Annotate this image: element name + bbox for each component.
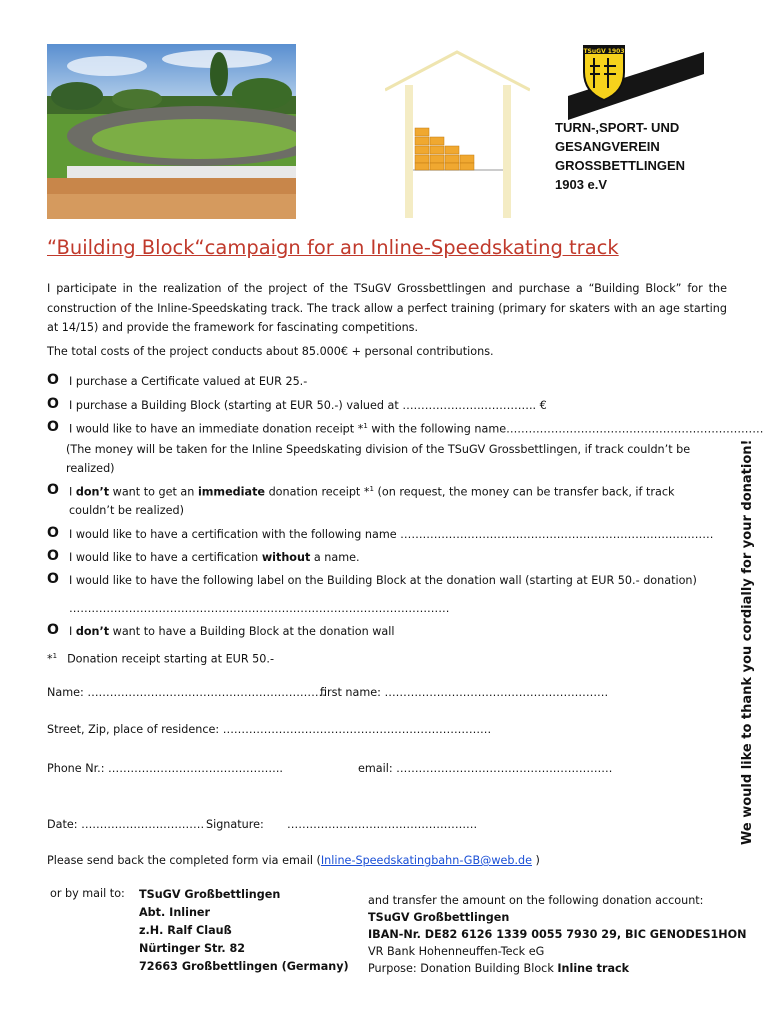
first-name-field[interactable]: first name: ……………………………………………………	[320, 686, 609, 699]
bank-intro: and transfer the amount on the following donation account:	[368, 894, 704, 907]
purpose-text-bold: Inline track	[557, 962, 630, 975]
costs-text: The total costs of the project conducts about 85.000€ + personal contributions.	[47, 345, 494, 358]
club-name-line: GROSSBETTLINGEN	[555, 158, 686, 173]
option-no-wall-block-label	[69, 625, 395, 638]
send-text: Please send back the completed form via email (	[47, 854, 321, 867]
option-note: couldn’t be realized)	[69, 504, 184, 517]
wall-label-input-line[interactable]: …………………………………………………………………………………………	[69, 602, 450, 615]
address-line: Abt. Inliner	[139, 906, 211, 919]
option-note: realized)	[66, 462, 115, 475]
option-text: I would like to have a certification	[69, 551, 262, 564]
logo-text: TSuGV 1903	[583, 48, 625, 55]
signature-label: Signature:	[206, 818, 264, 831]
building-block-illustration	[385, 50, 530, 220]
address-line: Nürtinger Str. 82	[139, 942, 246, 955]
name-field[interactable]: Name: ……………………………………………………….	[47, 686, 326, 699]
bank-details	[368, 892, 747, 977]
club-name-line: GESANGVEREIN	[555, 139, 660, 154]
option-text: want to get an	[109, 485, 198, 499]
footnote-mark: *	[47, 652, 53, 666]
address-line: 72663 Großbettlingen (Germany)	[139, 960, 349, 973]
option-checkbox-certificate[interactable]: O	[47, 372, 59, 388]
send-text: )	[532, 854, 540, 867]
option-checkbox-named-certification[interactable]: O	[47, 525, 59, 541]
bank-purpose	[368, 960, 747, 977]
option-text: (on request, the money can be transfer back, if track	[373, 485, 675, 499]
option-building-block-label: I purchase a Building Block (starting at EUR 50.-) valued at ………………….………….. €	[69, 399, 547, 412]
club-name	[555, 118, 685, 194]
option-wall-label-label: I would like to have the following label on the Building Block at the donation wall (starting at EUR 50.- donation)	[69, 574, 697, 587]
bank-name: VR Bank Hohenneuffen-Teck eG	[368, 945, 545, 958]
signature-field[interactable]: ……………………………………………	[287, 818, 478, 831]
option-text: I would like to have an immediate donation receipt *	[69, 422, 364, 436]
option-text: want to have a Building Block at the donation wall	[109, 625, 395, 638]
option-text-bold: without	[261, 551, 311, 564]
option-text: I	[69, 485, 76, 499]
footnote-text: Donation receipt starting at EUR 50.-	[67, 652, 275, 666]
page-title: “Building Block“campaign for an Inline-Speedskating track	[47, 236, 619, 259]
footnote	[47, 652, 274, 666]
thank-you-side-text: We would like to thank you cordially for your donation!	[740, 439, 755, 845]
email-field[interactable]: email: ………………………………………………….	[358, 762, 613, 775]
bank-holder: TSuGV Großbettlingen	[368, 911, 510, 924]
email-link[interactable]: Inline-Speedskatingbahn-GB@web.de	[320, 854, 532, 867]
option-checkbox-no-wall-block[interactable]: O	[47, 622, 59, 638]
option-text-bold: don’t	[75, 625, 110, 638]
option-certificate-label: I purchase a Certificate valued at EUR 25.-	[69, 375, 308, 388]
option-checkbox-anonymous-certification[interactable]: O	[47, 548, 59, 564]
club-name-line: 1903 e.V	[555, 177, 608, 192]
option-checkbox-immediate-receipt[interactable]: O	[47, 419, 59, 435]
mail-label: or by mail to:	[50, 887, 125, 900]
option-checkbox-wall-label[interactable]: O	[47, 571, 59, 587]
option-text: donation receipt *	[265, 485, 370, 499]
option-note: (The money will be taken for the Inline Speedskating division of the TSuGV Grossbettlingen, if track couldn’t be	[66, 443, 691, 456]
option-text: a name.	[310, 551, 360, 564]
option-checkbox-no-immediate-receipt[interactable]: O	[47, 482, 59, 498]
option-text-bold: don’t	[75, 485, 110, 499]
footnote-ref: 1	[369, 485, 374, 493]
address-line: z.H. Ralf Clauß	[139, 924, 232, 937]
send-instruction	[47, 854, 540, 867]
purpose-text: Purpose: Donation Building Block	[368, 962, 558, 975]
phone-field[interactable]: Phone Nr.: ………………………………………..	[47, 762, 283, 775]
intro-paragraph: I participate in the realization of the project of the TSuGV Grossbettlingen and purchase a “Building Block” for the construction of the Inline-Speedskating track. The track allow a perfect training (primary for skaters with an age starting at 14/15) and provide the framework for fascinating competitions.	[47, 282, 727, 334]
option-text: with the following name……………………………………………………………	[367, 422, 764, 436]
street-field[interactable]: Street, Zip, place of residence: ………………………………………………………………	[47, 723, 492, 736]
footnote-ref: 1	[52, 652, 58, 660]
option-checkbox-building-block[interactable]: O	[47, 396, 59, 412]
mail-address	[139, 886, 349, 976]
date-field[interactable]: Date: ……………………………	[47, 818, 205, 831]
option-text-bold: immediate	[197, 485, 266, 499]
option-anonymous-certification-label	[69, 551, 360, 564]
option-immediate-receipt-label	[69, 422, 763, 436]
option-text: I	[69, 625, 76, 638]
club-name-line: TURN-,SPORT- UND	[555, 120, 680, 135]
address-line: TSuGV Großbettlingen	[139, 888, 281, 901]
footnote-ref: 1	[363, 422, 368, 430]
option-named-certification-label: I would like to have a certification with the following name …………………………………………………………………………	[69, 528, 714, 541]
bank-iban: IBAN-Nr. DE82 6126 1339 0055 7930 29, BIC GENODES1HON	[368, 928, 747, 941]
option-no-immediate-receipt-label	[69, 485, 675, 499]
track-photo	[47, 44, 296, 219]
